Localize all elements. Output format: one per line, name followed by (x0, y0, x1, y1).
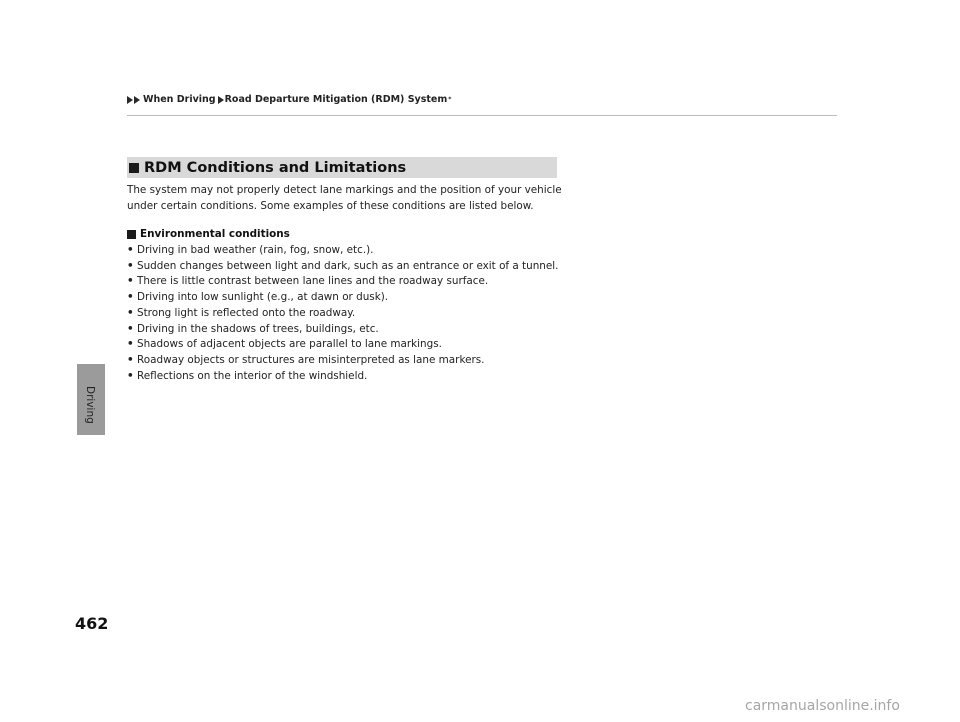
bullet-dot-icon: • (127, 322, 134, 335)
breadcrumb-item-rdm-system[interactable]: Road Departure Mitigation (RDM) System (224, 94, 448, 105)
arrow-right-icon (127, 96, 133, 104)
intro-line: under certain conditions. Some examples of these conditions are listed below. (127, 200, 534, 212)
subsection-heading (127, 228, 290, 240)
list-item-text: Roadway objects or structures are misinterpreted as lane markers. (137, 353, 485, 366)
bullet-dot-icon: • (127, 369, 134, 382)
list-item (127, 243, 558, 259)
list-item (127, 274, 558, 290)
list-item-text: Sudden changes between light and dark, such as an entrance or exit of a tunnel. (137, 259, 559, 272)
bullet-dot-icon: • (127, 306, 134, 319)
list-item (127, 369, 558, 385)
list-item-text: Strong light is reflected onto the roadway. (137, 306, 356, 319)
arrow-right-icon (134, 96, 140, 104)
bullet-dot-icon: • (127, 259, 134, 272)
breadcrumb-item-when-driving[interactable]: When Driving (143, 94, 216, 105)
list-item-text: Shadows of adjacent objects are parallel to lane markings. (137, 338, 442, 351)
list-item (127, 337, 558, 353)
list-item-text: Driving into low sunlight (e.g., at dawn or dusk). (137, 291, 389, 304)
page-number: 462 (75, 614, 109, 633)
list-item-text: Driving in bad weather (rain, fog, snow, etc.). (137, 244, 374, 256)
header-divider (127, 115, 837, 116)
list-item-text: There is little contrast between lane lines and the roadway surface. (137, 275, 489, 288)
conditions-list (127, 243, 558, 384)
intro-line: The system may not properly detect lane markings and the position of your vehicle (127, 184, 562, 196)
list-item (127, 322, 558, 338)
list-item (127, 353, 558, 369)
square-bullet-icon (127, 230, 136, 239)
subsection-title: Environmental conditions (140, 228, 290, 240)
list-item-text: Reflections on the interior of the windshield. (137, 369, 368, 382)
list-item (127, 290, 558, 306)
watermark: carmanualsonline.info (745, 698, 900, 714)
list-item-text: Driving in the shadows of trees, buildings, etc. (137, 322, 379, 335)
section-header (127, 157, 557, 178)
square-bullet-icon (129, 163, 139, 173)
section-title: RDM Conditions and Limitations (144, 159, 407, 176)
arrow-right-icon (218, 96, 224, 104)
bullet-dot-icon: • (127, 275, 134, 288)
chapter-tab-label: Driving (84, 386, 96, 424)
bullet-dot-icon: • (127, 244, 134, 256)
breadcrumb (127, 94, 451, 105)
bullet-dot-icon: • (127, 353, 134, 366)
intro-paragraph (127, 182, 577, 214)
bullet-dot-icon: • (127, 291, 134, 304)
bullet-dot-icon: • (127, 338, 134, 351)
list-item (127, 306, 558, 322)
asterisk-note: * (448, 96, 452, 103)
list-item (127, 259, 558, 275)
